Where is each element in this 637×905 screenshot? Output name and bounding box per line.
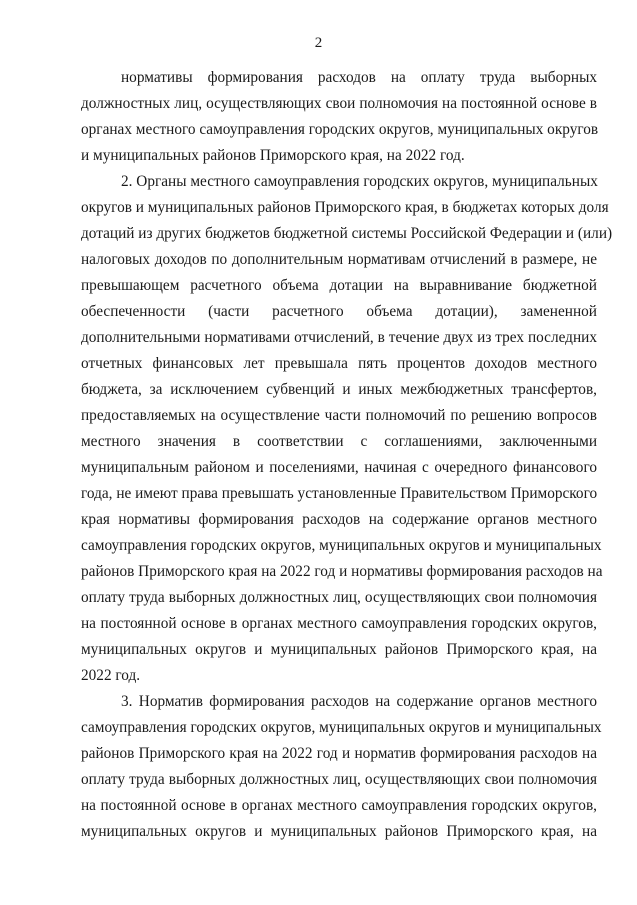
text-line: нормативы формирования расходов на оплату труда выборных [121,69,597,86]
text-line: дотаций из других бюджетов бюджетной системы Российской Федерации и (или) [81,225,613,242]
text-line: оплату труда выборных должностных лиц, осуществляющих свои полномочия [81,589,597,606]
text-line: превышающем расчетного объема дотации на выравнивание бюджетной [81,277,597,294]
text-line: районов Приморского края на 2022 год и нормативы формирования расходов на [81,563,603,580]
text-line: муниципальным районом и поселениями, начиная с очередного финансового [81,459,597,476]
text-line: отчетных финансовых лет превышала пять процентов доходов местного [81,355,597,372]
text-line: оплату труда выборных должностных лиц, осуществляющих свои полномочия [81,771,597,788]
text-line: налоговых доходов по дополнительным нормативам отчислений в размере, не [81,251,597,268]
text-line: 2022 год. [81,667,141,684]
text-line: районов Приморского края на 2022 год и норматив формирования расходов на [81,745,597,762]
text-line: округов и муниципальных районов Приморского края, в бюджетах которых доля [81,199,609,216]
text-line: муниципальных округов и муниципальных районов Приморского края, на [81,641,597,658]
text-line: муниципальных округов и муниципальных районов Приморского края, на [81,823,597,840]
page-number: 2 [314,35,323,51]
text-line: обеспеченности (части расчетного объема дотации), замененной [81,303,597,320]
text-line: 2. Органы местного самоуправления городских округов, муниципальных [121,173,598,190]
text-line: самоуправления городских округов, муниципальных округов и муниципальных [81,537,602,554]
text-line: органах местного самоуправления городских округов, муниципальных округов [81,121,599,138]
text-line: бюджета, за исключением субвенций и иных межбюджетных трансфертов, [81,381,597,398]
text-line: дополнительными нормативами отчислений, в течение двух из трех последних [81,329,597,346]
text-line: и муниципальных районов Приморского края, на 2022 год. [81,147,465,164]
text-line: 3. Норматив формирования расходов на содержание органов местного [121,693,597,710]
text-line: на постоянной основе в органах местного самоуправления городских округов, [81,797,597,814]
text-line: края нормативы формирования расходов на содержание органов местного [81,511,597,528]
text-line: должностных лиц, осуществляющих свои полномочия на постоянной основе в [81,95,597,112]
text-line: самоуправления городских округов, муниципальных округов и муниципальных [81,719,602,736]
text-line: на постоянной основе в органах местного самоуправления городских округов, [81,615,597,632]
text-line: местного значения в соответствии с соглашениями, заключенными [81,433,597,450]
text-line: предоставляемых на осуществление части полномочий по решению вопросов [81,407,597,424]
text-line: года, не имеют права превышать установленные Правительством Приморского [81,485,598,502]
